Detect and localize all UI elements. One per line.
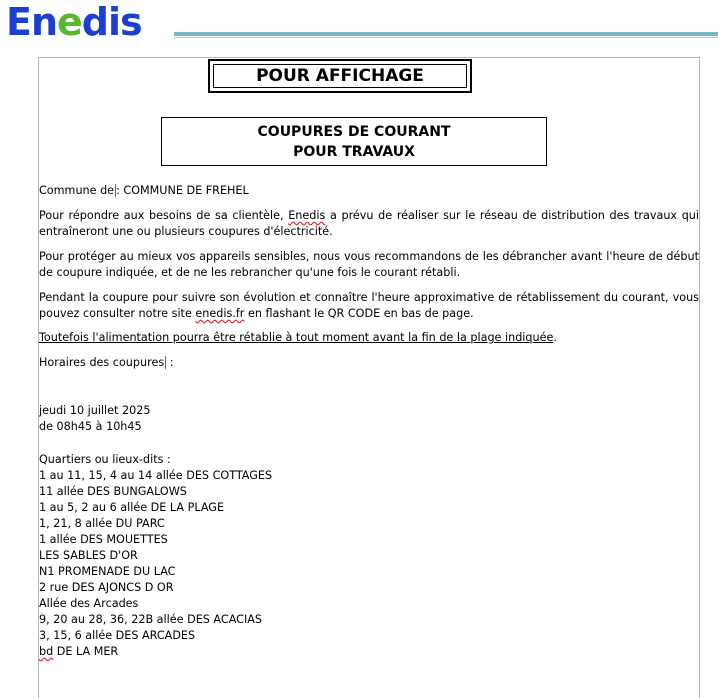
list-item: LES SABLES D'OR [39, 549, 138, 562]
quartiers-label: Quartiers ou lieux-dits : [39, 453, 171, 466]
list-item: 3, 15, 6 allée DES ARCADES [39, 629, 196, 642]
list-item: 9, 20 au 28, 36, 22B allée DES ACACIAS [39, 613, 263, 626]
para3-site: enedis.fr [195, 307, 245, 320]
coupures-title-line1: COUPURES DE COURANT [257, 123, 451, 140]
header-rule-thin [174, 37, 718, 38]
list-item: 1, 21, 8 allée DU PARC [39, 517, 165, 530]
para1-before: Pour répondre aux besoins de sa clientèle, [39, 209, 289, 222]
logo-part-en: En [6, 0, 58, 44]
list-item: 2 rue DES AJONCS D OR [39, 581, 174, 594]
coupures-title-line2: POUR TRAVAUX [293, 143, 415, 160]
warning-end: . [553, 331, 557, 344]
para1-brand: Enedis [288, 209, 326, 222]
logo-part-e: e [57, 0, 82, 44]
horaires-label-line [39, 355, 699, 371]
horaires-label: Horaires des coupures [39, 356, 165, 369]
last-quartier-rest: DE LA MER [53, 645, 119, 658]
horaires-colon: : [166, 356, 174, 369]
enedis-logo [6, 2, 142, 42]
para3-before: Pendant la coupure pour suivre son évolution et connaître l'heure approximative de rétablissement du courant, vous pouvez consulter notre site [39, 291, 699, 320]
list-item: 1 au 5, 2 au 6 allée DE LA PLAGE [39, 501, 225, 514]
list-item: 11 allée DES BUNGALOWS [39, 485, 187, 498]
quartiers-list [39, 468, 699, 660]
paragraph-besoins [39, 208, 699, 240]
para1-after: a prévu de réaliser sur le réseau de distribution des travaux qui entraîneront une ou plusieurs coupures d'électricité. [39, 209, 700, 238]
list-item: Allée des Arcades [39, 597, 139, 610]
warning-line [39, 330, 699, 346]
paragraph-suivi [39, 290, 699, 322]
commune-value: : COMMUNE DE FREHEL [116, 184, 249, 197]
affichage-title: POUR AFFICHAGE [213, 64, 467, 88]
logo-part-dis: dis [81, 0, 142, 44]
para3-after: en flashant le QR CODE en bas de page. [244, 307, 474, 320]
list-item [39, 644, 699, 660]
last-quartier-abbr: bd [39, 645, 54, 658]
warning-text: Toutefois l'alimentation pourra être rétablie à tout moment avant la fin de la plage indiquée [39, 331, 554, 344]
list-item: N1 PROMENADE DU LAC [39, 565, 176, 578]
commune-line [39, 183, 699, 199]
header-rule [174, 32, 718, 36]
affichage-box [208, 59, 472, 93]
coupure-hours: de 08h45 à 10h45 [39, 420, 142, 433]
paragraph-appareils: Pour protéger au mieux vos appareils sensibles, nous vous recommandons de les débrancher avant l'heure de début de coupure indiquée, et de ne les rebrancher qu'une fois le courant rétabli. [39, 250, 699, 279]
list-item: 1 au 11, 15, 4 au 14 allée DES COTTAGES [39, 469, 273, 482]
commune-label: Commune de [39, 184, 115, 197]
list-item: 1 allée DES MOUETTES [39, 533, 168, 546]
coupures-title-box [161, 117, 547, 166]
coupure-date: jeudi 10 juillet 2025 [39, 404, 151, 417]
